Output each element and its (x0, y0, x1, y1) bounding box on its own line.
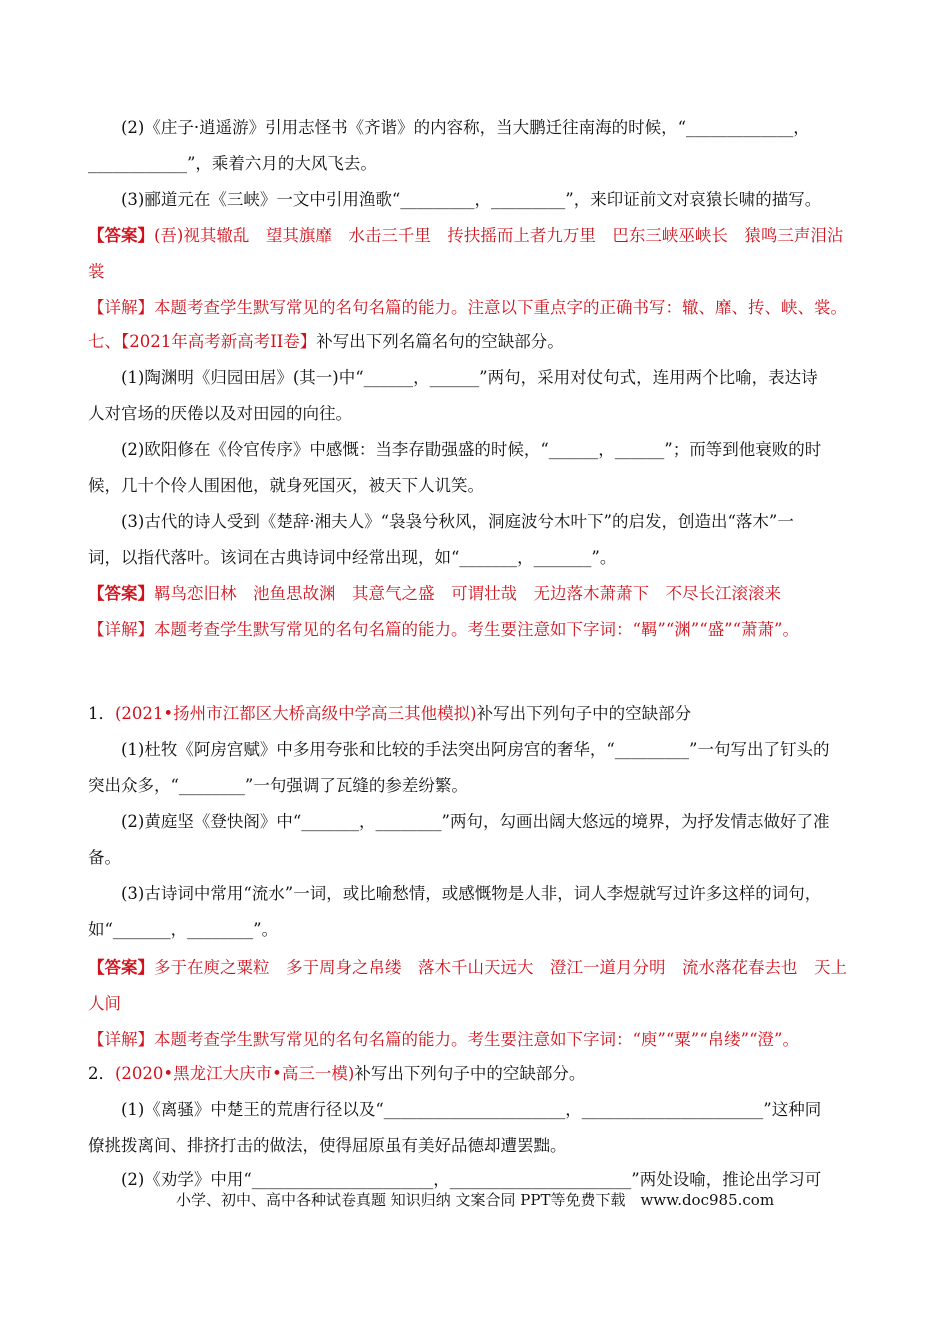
mock-question-1-header (88, 702, 868, 726)
explanation-label: 【详解】 (88, 620, 154, 639)
mock-answer-1-cont: 人间 (88, 994, 121, 1013)
question-6-item-3: (3)郦道元在《三峡》一文中引用渔歌“_________，_________”，来印证前文对哀猿长啸的描写。 (121, 190, 822, 209)
question-number: 七、 (88, 332, 121, 351)
mock-question-2-item-2: (2)《劝学》中用“______________________，______________________”两处设喻，推论出学习可 (121, 1170, 822, 1189)
mock-question-1-item-2-cont: 备。 (88, 848, 121, 867)
mock-question-2-item-1: (1)《离骚》中楚王的荒唐行径以及“______________________，______________________”这种同 (121, 1100, 822, 1119)
mock-question-1-item-1-cont: 突出众多，“________”一句强调了瓦缝的参差纷繁。 (88, 776, 468, 795)
mock-answer-1 (88, 956, 868, 980)
question-6-item-2-cont: ____________”，乘着六月的大风飞去。 (88, 154, 377, 173)
answer-text: (吾)视其辙乱 望其旗靡 水击三千里 抟扶摇而上者九万里 巴东三峡巫峡长 猿鸣三声泪沾 (154, 226, 844, 245)
page-footer: 小学、初中、高中各种试卷真题 知识归纳 文案合同 PPT等免费下载 www.doc985.com (175, 1191, 775, 1209)
question-number: 1． (88, 704, 115, 723)
question-7-item-3-cont: 词，以指代落叶。该词在古典诗词中经常出现，如“_______，_______”。 (88, 548, 617, 567)
explanation-text: 本题考查学生默写常见的名句名篇的能力。考生要注意如下字词：“庾”“粟”“帛缕”“澄”。 (154, 1030, 799, 1049)
answer-label: 【答案】 (88, 226, 154, 245)
question-prompt: 补写出下列句子中的空缺部分 (476, 704, 692, 723)
question-7-item-2-cont: 候，几十个伶人围困他，就身死国灭，被天下人讥笑。 (88, 476, 484, 495)
question-6-item-2: (2)《庄子·逍遥游》引用志怪书《齐谐》的内容称，当大鹏迁往南海的时候，“_____________， (121, 118, 810, 137)
answer-7 (88, 582, 868, 606)
question-7-item-3: (3)古代的诗人受到《楚辞·湘夫人》“袅袅兮秋风，洞庭波兮木叶下”的启发，创造出“落木”一 (121, 512, 794, 531)
answer-6-cont: 裳 (88, 262, 105, 281)
mock-question-2-item-1-cont: 僚挑拨离间、排挤打击的做法，使得屈原虽有美好品德却遭罢黜。 (88, 1136, 567, 1155)
question-prompt: 补写出下列名篇名句的空缺部分。 (316, 332, 564, 351)
answer-text: 多于在庾之粟粒 多于周身之帛缕 落木千山天远大 澄江一道月分明 流水落花春去也 天上 (154, 958, 847, 977)
explanation-text: 本题考查学生默写常见的名句名篇的能力。考生要注意如下字词：“羁”“渊”“盛”“萧萧”。 (154, 620, 799, 639)
question-7-header (88, 330, 868, 354)
answer-label: 【答案】 (88, 584, 154, 603)
question-prompt: 补写出下列句子中的空缺部分。 (354, 1064, 586, 1083)
answer-label: 【答案】 (88, 958, 154, 977)
mock-question-1-item-1: (1)杜牧《阿房宫赋》中多用夸张和比较的手法突出阿房宫的奢华，“_________”一句写出了钉头的 (121, 740, 830, 759)
explanation-6 (88, 296, 868, 320)
explanation-label: 【详解】 (88, 298, 154, 317)
mock-question-1-item-2: (2)黄庭坚《登快阁》中“_______，________”两句，勾画出阔大悠远的境界，为抒发情志做好了准 (121, 812, 830, 831)
mock-question-2-header (88, 1062, 868, 1086)
question-7-item-1-cont: 人对官场的厌倦以及对田园的向往。 (88, 404, 352, 423)
question-source: (2020•黑龙江大庆市•高三一模) (115, 1064, 355, 1083)
explanation-label: 【详解】 (88, 1030, 154, 1049)
answer-text: 羁鸟恋旧林 池鱼思故渊 其意气之盛 可谓壮哉 无边落木萧萧下 不尽长江滚滚来 (154, 584, 781, 603)
question-source: 【2021年高考新高考II卷】 (121, 332, 317, 351)
question-7-item-1: (1)陶渊明《归园田居》(其一)中“______，______”两句，采用对仗句式，连用两个比喻，表达诗 (121, 368, 818, 387)
answer-6 (88, 224, 868, 248)
mock-question-1-item-3-cont: 如“_______，________”。 (88, 920, 279, 939)
mock-question-1-item-3: (3)古诗词中常用“流水”一词，或比喻愁情，或感慨物是人非，词人李煜就写过许多这样的词句， (121, 884, 822, 903)
question-source: (2021•扬州市江都区大桥高级中学高三其他模拟) (115, 704, 477, 723)
explanation-text: 本题考查学生默写常见的名句名篇的能力。注意以下重点字的正确书写：辙、靡、抟、峡、裳。 (154, 298, 847, 317)
question-number: 2． (88, 1064, 115, 1083)
question-7-item-2: (2)欧阳修在《伶官传序》中感慨：当李存勖强盛的时候，“______，______”；而等到他衰败的时 (121, 440, 822, 459)
explanation-7 (88, 618, 868, 642)
mock-explanation-1 (88, 1028, 868, 1052)
